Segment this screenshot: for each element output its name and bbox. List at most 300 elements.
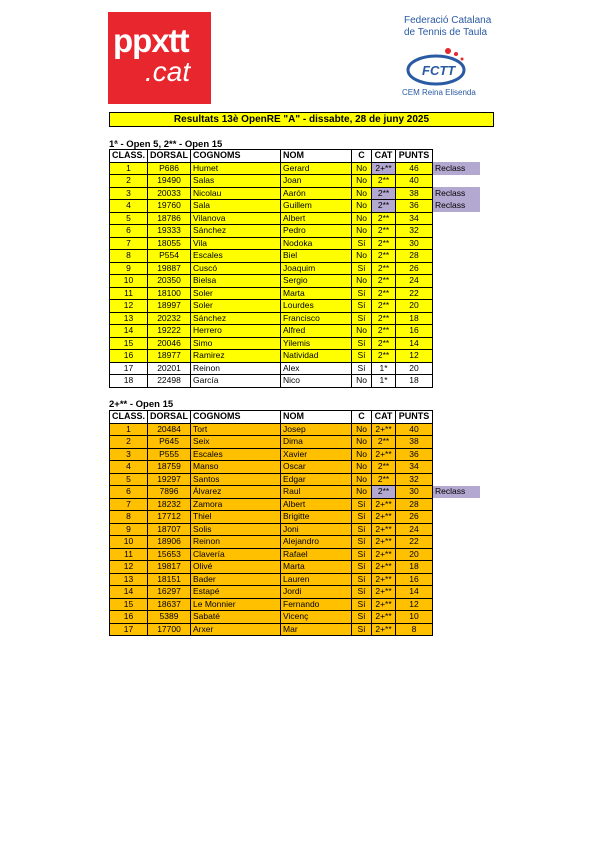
column-header: CAT bbox=[372, 411, 396, 424]
cell-cat: 2+** bbox=[372, 573, 396, 586]
cell-cog: Seix bbox=[191, 436, 281, 449]
cell-punts: 46 bbox=[396, 162, 433, 175]
cell-c: Sí bbox=[352, 536, 372, 549]
table-row bbox=[110, 350, 480, 363]
table-row bbox=[110, 337, 480, 350]
note-empty bbox=[433, 586, 480, 599]
page-title: Resultats 13è OpenRE "A" - dissabte, 28 de juny 2025 bbox=[109, 112, 494, 127]
column-header: CAT bbox=[372, 150, 396, 163]
cell-c: No bbox=[352, 461, 372, 474]
section1-title: 1ª - Open 5, 2** - Open 15 bbox=[109, 139, 223, 150]
note-empty bbox=[433, 473, 480, 486]
table-row bbox=[110, 623, 480, 636]
table-header-row bbox=[110, 150, 480, 163]
cell-punts: 36 bbox=[396, 448, 433, 461]
reclass-note: Reclass bbox=[433, 187, 480, 200]
cell-class: 9 bbox=[110, 262, 148, 275]
note-empty bbox=[433, 611, 480, 624]
cell-cat: 2** bbox=[372, 473, 396, 486]
note-empty bbox=[433, 523, 480, 536]
table-row bbox=[110, 536, 480, 549]
cell-cat: 2+** bbox=[372, 611, 396, 624]
cell-cat: 2** bbox=[372, 325, 396, 338]
cell-punts: 16 bbox=[396, 573, 433, 586]
cell-cat: 1* bbox=[372, 362, 396, 375]
cell-punts: 32 bbox=[396, 225, 433, 238]
table-row bbox=[110, 473, 480, 486]
cell-cat: 2** bbox=[372, 262, 396, 275]
cell-c: No bbox=[352, 225, 372, 238]
table-row bbox=[110, 511, 480, 524]
cell-cat: 2** bbox=[372, 486, 396, 499]
cell-punts: 20 bbox=[396, 548, 433, 561]
table-row bbox=[110, 225, 480, 238]
logo-text: ppxtt bbox=[113, 22, 189, 59]
cell-nom: Marta bbox=[281, 287, 352, 300]
cell-cog: Zamora bbox=[191, 498, 281, 511]
cell-cog: Soler bbox=[191, 287, 281, 300]
cell-nom: Albert bbox=[281, 498, 352, 511]
cell-cat: 2+** bbox=[372, 548, 396, 561]
note-empty bbox=[433, 375, 480, 388]
cell-nom: Vicenç bbox=[281, 611, 352, 624]
cell-class: 6 bbox=[110, 225, 148, 238]
table-row bbox=[110, 448, 480, 461]
cell-cog: Humet bbox=[191, 162, 281, 175]
column-header: NOM bbox=[281, 411, 352, 424]
cell-nom: Oscar bbox=[281, 461, 352, 474]
cell-class: 2 bbox=[110, 436, 148, 449]
cell-c: Sí bbox=[352, 623, 372, 636]
cell-cog: Reinon bbox=[191, 536, 281, 549]
note-empty bbox=[433, 573, 480, 586]
cell-punts: 38 bbox=[396, 436, 433, 449]
cell-c: Sí bbox=[352, 548, 372, 561]
federation-line2: de Tennis de Taula bbox=[404, 27, 488, 38]
cell-cat: 2** bbox=[372, 461, 396, 474]
cell-c: No bbox=[352, 212, 372, 225]
cell-cat: 2** bbox=[372, 275, 396, 288]
cell-cat: 2** bbox=[372, 300, 396, 313]
cell-nom: Rafael bbox=[281, 548, 352, 561]
column-header: DORSAL bbox=[148, 150, 191, 163]
cell-cat: 2** bbox=[372, 350, 396, 363]
cell-class: 1 bbox=[110, 423, 148, 436]
note-empty bbox=[433, 312, 480, 325]
column-header: COGNOMS bbox=[191, 411, 281, 424]
cell-class: 5 bbox=[110, 473, 148, 486]
reclass-note: Reclass bbox=[433, 200, 480, 213]
table-row bbox=[110, 548, 480, 561]
cell-dorsal: P686 bbox=[148, 162, 191, 175]
cell-dorsal: P554 bbox=[148, 250, 191, 263]
cell-cog: Manso bbox=[191, 461, 281, 474]
results-table-1 bbox=[109, 149, 480, 388]
cell-class: 15 bbox=[110, 337, 148, 350]
cell-class: 7 bbox=[110, 237, 148, 250]
reclass-note: Reclass bbox=[433, 162, 480, 175]
table-row bbox=[110, 200, 480, 213]
note-empty bbox=[433, 300, 480, 313]
cell-class: 8 bbox=[110, 250, 148, 263]
note-empty bbox=[433, 225, 480, 238]
cell-c: No bbox=[352, 275, 372, 288]
cell-cat: 2+** bbox=[372, 498, 396, 511]
cell-class: 13 bbox=[110, 312, 148, 325]
table-row bbox=[110, 175, 480, 188]
results-table-2 bbox=[109, 410, 480, 636]
cell-dorsal: 18906 bbox=[148, 536, 191, 549]
cell-c: Sí bbox=[352, 511, 372, 524]
cell-c: No bbox=[352, 473, 372, 486]
cell-class: 15 bbox=[110, 598, 148, 611]
cell-punts: 18 bbox=[396, 561, 433, 574]
cell-dorsal: 18637 bbox=[148, 598, 191, 611]
cell-nom: Dima bbox=[281, 436, 352, 449]
cell-dorsal: 20484 bbox=[148, 423, 191, 436]
cell-c: No bbox=[352, 423, 372, 436]
cell-nom: Guillem bbox=[281, 200, 352, 213]
cell-cog: Santos bbox=[191, 473, 281, 486]
cell-punts: 28 bbox=[396, 498, 433, 511]
note-empty bbox=[433, 598, 480, 611]
cell-cog: Bielsa bbox=[191, 275, 281, 288]
note-empty bbox=[433, 536, 480, 549]
cell-cog: Olivé bbox=[191, 561, 281, 574]
cell-cat: 2** bbox=[372, 436, 396, 449]
cell-cog: Arxer bbox=[191, 623, 281, 636]
cell-nom: Joaquim bbox=[281, 262, 352, 275]
cell-cog: Sánchez bbox=[191, 312, 281, 325]
fctt-badge-text: FCTT bbox=[422, 63, 456, 78]
cell-cog: Solis bbox=[191, 523, 281, 536]
column-header: NOM bbox=[281, 150, 352, 163]
table-header-row bbox=[110, 411, 480, 424]
cell-cat: 1* bbox=[372, 375, 396, 388]
cell-cog: Thiel bbox=[191, 511, 281, 524]
cell-dorsal: 20046 bbox=[148, 337, 191, 350]
logo-subtext: .cat bbox=[145, 56, 191, 87]
table-row bbox=[110, 436, 480, 449]
cell-dorsal: 17712 bbox=[148, 511, 191, 524]
cell-cog: Reinon bbox=[191, 362, 281, 375]
cell-cog: Le Monnier bbox=[191, 598, 281, 611]
column-header: PUNTS bbox=[396, 411, 433, 424]
cell-punts: 8 bbox=[396, 623, 433, 636]
cell-class: 4 bbox=[110, 461, 148, 474]
cell-class: 9 bbox=[110, 523, 148, 536]
column-header: PUNTS bbox=[396, 150, 433, 163]
cell-dorsal: 5389 bbox=[148, 611, 191, 624]
cell-class: 18 bbox=[110, 375, 148, 388]
cell-nom: Edgar bbox=[281, 473, 352, 486]
cell-class: 14 bbox=[110, 586, 148, 599]
header-spacer bbox=[433, 150, 480, 163]
cell-class: 16 bbox=[110, 611, 148, 624]
fctt-sub-text: CEM Reina Elisenda bbox=[402, 88, 476, 97]
cell-class: 2 bbox=[110, 175, 148, 188]
cell-dorsal: 19817 bbox=[148, 561, 191, 574]
cell-punts: 18 bbox=[396, 375, 433, 388]
cell-cat: 2+** bbox=[372, 536, 396, 549]
cell-dorsal: 20232 bbox=[148, 312, 191, 325]
cell-punts: 30 bbox=[396, 486, 433, 499]
cell-punts: 26 bbox=[396, 262, 433, 275]
cell-c: Sí bbox=[352, 598, 372, 611]
cell-punts: 22 bbox=[396, 287, 433, 300]
cell-punts: 30 bbox=[396, 237, 433, 250]
table-row bbox=[110, 325, 480, 338]
cell-dorsal: 19333 bbox=[148, 225, 191, 238]
cell-dorsal: 19297 bbox=[148, 473, 191, 486]
cell-punts: 40 bbox=[396, 175, 433, 188]
cell-dorsal: 17700 bbox=[148, 623, 191, 636]
cell-cat: 2+** bbox=[372, 561, 396, 574]
table-row bbox=[110, 611, 480, 624]
cell-c: No bbox=[352, 187, 372, 200]
cell-class: 14 bbox=[110, 325, 148, 338]
note-empty bbox=[433, 325, 480, 338]
cell-c: No bbox=[352, 375, 372, 388]
note-empty bbox=[433, 548, 480, 561]
cell-punts: 12 bbox=[396, 350, 433, 363]
table-row bbox=[110, 275, 480, 288]
cell-dorsal: 18232 bbox=[148, 498, 191, 511]
table-row bbox=[110, 187, 480, 200]
cell-dorsal: 20201 bbox=[148, 362, 191, 375]
table-row bbox=[110, 312, 480, 325]
cell-c: Sí bbox=[352, 300, 372, 313]
cell-cat: 2** bbox=[372, 312, 396, 325]
cell-cat: 2+** bbox=[372, 586, 396, 599]
table-row bbox=[110, 237, 480, 250]
cell-dorsal: 19760 bbox=[148, 200, 191, 213]
table-row bbox=[110, 212, 480, 225]
cell-dorsal: 22498 bbox=[148, 375, 191, 388]
cell-nom: Nodoka bbox=[281, 237, 352, 250]
cell-cat: 2+** bbox=[372, 162, 396, 175]
cell-cog: García bbox=[191, 375, 281, 388]
cell-cog: Vila bbox=[191, 237, 281, 250]
cell-cat: 2+** bbox=[372, 623, 396, 636]
note-empty bbox=[433, 262, 480, 275]
cell-class: 16 bbox=[110, 350, 148, 363]
table-row bbox=[110, 362, 480, 375]
note-empty bbox=[433, 350, 480, 363]
cell-nom: Brigitte bbox=[281, 511, 352, 524]
cell-cog: Ramirez bbox=[191, 350, 281, 363]
cell-cat: 2+** bbox=[372, 423, 396, 436]
cell-punts: 22 bbox=[396, 536, 433, 549]
note-empty bbox=[433, 436, 480, 449]
cell-c: Sí bbox=[352, 586, 372, 599]
cell-nom: Fernando bbox=[281, 598, 352, 611]
cell-dorsal: 18786 bbox=[148, 212, 191, 225]
cell-class: 8 bbox=[110, 511, 148, 524]
note-empty bbox=[433, 250, 480, 263]
cell-cog: Soler bbox=[191, 300, 281, 313]
cell-nom: Francisco bbox=[281, 312, 352, 325]
cell-nom: Pedro bbox=[281, 225, 352, 238]
column-header: C bbox=[352, 411, 372, 424]
cell-cat: 2** bbox=[372, 200, 396, 213]
cell-c: No bbox=[352, 325, 372, 338]
cell-nom: Biel bbox=[281, 250, 352, 263]
cell-cat: 2+** bbox=[372, 448, 396, 461]
cell-cog: Tort bbox=[191, 423, 281, 436]
cell-c: Sí bbox=[352, 262, 372, 275]
cell-dorsal: 15653 bbox=[148, 548, 191, 561]
cell-cog: Escales bbox=[191, 448, 281, 461]
column-header: CLASS. bbox=[110, 411, 148, 424]
cell-nom: Alfred bbox=[281, 325, 352, 338]
cell-c: No bbox=[352, 436, 372, 449]
cell-punts: 26 bbox=[396, 511, 433, 524]
column-header: DORSAL bbox=[148, 411, 191, 424]
cell-dorsal: 18977 bbox=[148, 350, 191, 363]
cell-c: Sí bbox=[352, 611, 372, 624]
cell-c: Sí bbox=[352, 498, 372, 511]
cell-class: 11 bbox=[110, 548, 148, 561]
cell-class: 1 bbox=[110, 162, 148, 175]
cell-class: 4 bbox=[110, 200, 148, 213]
cell-cog: Sánchez bbox=[191, 225, 281, 238]
note-empty bbox=[433, 461, 480, 474]
note-empty bbox=[433, 275, 480, 288]
cell-nom: Joan bbox=[281, 175, 352, 188]
note-empty bbox=[433, 561, 480, 574]
cell-cog: Cuscó bbox=[191, 262, 281, 275]
ppxtt-logo bbox=[108, 12, 211, 104]
cell-dorsal: 18997 bbox=[148, 300, 191, 313]
cell-cog: Bader bbox=[191, 573, 281, 586]
cell-punts: 20 bbox=[396, 362, 433, 375]
note-empty bbox=[433, 175, 480, 188]
cell-cat: 2+** bbox=[372, 511, 396, 524]
cell-nom: Raul bbox=[281, 486, 352, 499]
cell-punts: 18 bbox=[396, 312, 433, 325]
note-empty bbox=[433, 423, 480, 436]
table-row bbox=[110, 162, 480, 175]
cell-cog: Álvarez bbox=[191, 486, 281, 499]
table-row bbox=[110, 375, 480, 388]
cell-cat: 2** bbox=[372, 175, 396, 188]
cell-punts: 16 bbox=[396, 325, 433, 338]
cell-class: 10 bbox=[110, 275, 148, 288]
cell-c: Sí bbox=[352, 337, 372, 350]
cell-cog: Herrero bbox=[191, 325, 281, 338]
cell-dorsal: 18151 bbox=[148, 573, 191, 586]
cell-cog: Clavería bbox=[191, 548, 281, 561]
cell-class: 7 bbox=[110, 498, 148, 511]
column-header: CLASS. bbox=[110, 150, 148, 163]
cell-punts: 10 bbox=[396, 611, 433, 624]
cell-dorsal: 18100 bbox=[148, 287, 191, 300]
cell-cog: Nicolau bbox=[191, 187, 281, 200]
header-spacer bbox=[433, 411, 480, 424]
cell-nom: Mar bbox=[281, 623, 352, 636]
cell-nom: Sergio bbox=[281, 275, 352, 288]
cell-punts: 34 bbox=[396, 461, 433, 474]
cell-nom: Jordi bbox=[281, 586, 352, 599]
cell-punts: 38 bbox=[396, 187, 433, 200]
cell-class: 12 bbox=[110, 561, 148, 574]
cell-punts: 12 bbox=[396, 598, 433, 611]
cell-cat: 2** bbox=[372, 250, 396, 263]
table-row bbox=[110, 250, 480, 263]
cell-nom: Alejandro bbox=[281, 536, 352, 549]
cell-class: 6 bbox=[110, 486, 148, 499]
table-row bbox=[110, 561, 480, 574]
cell-dorsal: 19490 bbox=[148, 175, 191, 188]
cell-dorsal: 18759 bbox=[148, 461, 191, 474]
note-empty bbox=[433, 448, 480, 461]
column-header: COGNOMS bbox=[191, 150, 281, 163]
section2-title: 2+** - Open 15 bbox=[109, 399, 174, 410]
cell-cog: Simo bbox=[191, 337, 281, 350]
cell-c: No bbox=[352, 200, 372, 213]
column-header: C bbox=[352, 150, 372, 163]
table-row bbox=[110, 598, 480, 611]
note-empty bbox=[433, 511, 480, 524]
cell-punts: 14 bbox=[396, 586, 433, 599]
cell-class: 3 bbox=[110, 187, 148, 200]
cell-class: 11 bbox=[110, 287, 148, 300]
table-row bbox=[110, 300, 480, 313]
cell-c: No bbox=[352, 448, 372, 461]
cell-cog: Estapé bbox=[191, 586, 281, 599]
table-row bbox=[110, 573, 480, 586]
cell-punts: 28 bbox=[396, 250, 433, 263]
cell-c: No bbox=[352, 162, 372, 175]
cell-nom: Marta bbox=[281, 561, 352, 574]
cell-nom: Natividad bbox=[281, 350, 352, 363]
cell-c: Sí bbox=[352, 561, 372, 574]
cell-c: No bbox=[352, 175, 372, 188]
cell-dorsal: 19222 bbox=[148, 325, 191, 338]
note-empty bbox=[433, 623, 480, 636]
cell-cat: 2** bbox=[372, 287, 396, 300]
cell-c: Sí bbox=[352, 523, 372, 536]
cell-class: 13 bbox=[110, 573, 148, 586]
cell-c: Sí bbox=[352, 287, 372, 300]
cell-nom: Nico bbox=[281, 375, 352, 388]
table-row bbox=[110, 586, 480, 599]
cell-cat: 2+** bbox=[372, 598, 396, 611]
table-row bbox=[110, 461, 480, 474]
fctt-logo-icon bbox=[400, 44, 480, 100]
cell-class: 5 bbox=[110, 212, 148, 225]
cell-cog: Vilanova bbox=[191, 212, 281, 225]
note-empty bbox=[433, 287, 480, 300]
cell-c: No bbox=[352, 250, 372, 263]
cell-c: Sí bbox=[352, 573, 372, 586]
federation-name bbox=[404, 15, 491, 39]
cell-dorsal: 20033 bbox=[148, 187, 191, 200]
cell-nom: Joni bbox=[281, 523, 352, 536]
reclass-note: Reclass bbox=[433, 486, 480, 499]
cell-punts: 20 bbox=[396, 300, 433, 313]
cell-dorsal: 18707 bbox=[148, 523, 191, 536]
cell-class: 12 bbox=[110, 300, 148, 313]
cell-nom: Xavier bbox=[281, 448, 352, 461]
cell-nom: Gerard bbox=[281, 162, 352, 175]
cell-cog: Salas bbox=[191, 175, 281, 188]
cell-cog: Sabaté bbox=[191, 611, 281, 624]
cell-dorsal: 19887 bbox=[148, 262, 191, 275]
cell-punts: 24 bbox=[396, 275, 433, 288]
cell-class: 3 bbox=[110, 448, 148, 461]
